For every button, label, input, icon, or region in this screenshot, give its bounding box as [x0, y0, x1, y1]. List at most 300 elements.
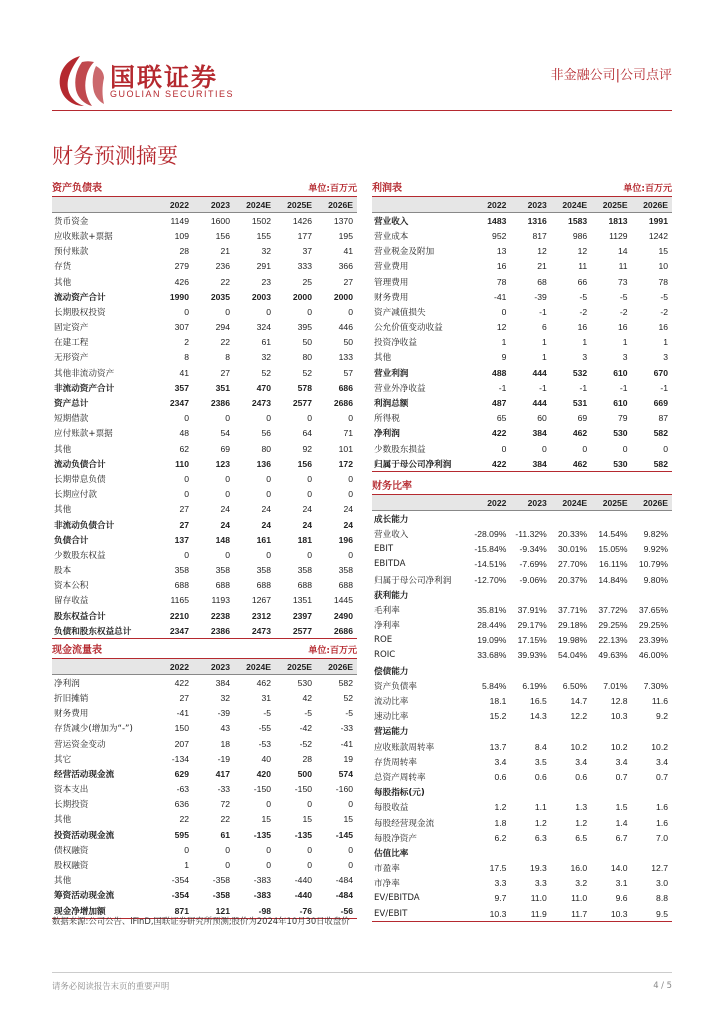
value-cell: 1426 [292, 215, 312, 226]
value-cell: 1991 [648, 215, 668, 226]
value-cell: -2 [660, 306, 668, 317]
table-row [372, 542, 672, 557]
year-header: 2026E [316, 659, 357, 675]
value-cell: 79 [618, 413, 628, 424]
header-blank-cell [372, 197, 470, 213]
value-cell: 66 [577, 276, 588, 287]
value-cell: 0.7 [615, 771, 628, 782]
row-label: 管理费用 [374, 277, 409, 288]
value-cell: -135 [294, 829, 312, 840]
table-row [372, 830, 672, 845]
table-row [372, 785, 672, 800]
table-row [52, 456, 357, 471]
row-label: 净利润 [374, 429, 400, 440]
value-cell: -440 [294, 875, 312, 886]
value-cell: 46.00% [638, 650, 668, 661]
value-cell: 16 [496, 261, 507, 272]
row-label: 经营活动现金流 [54, 769, 115, 780]
value-cell: 0.6 [534, 771, 547, 782]
value-cell: 37.65% [638, 604, 668, 615]
value-cell: 1.4 [615, 817, 628, 828]
value-cell: 50 [302, 337, 312, 348]
value-cell: 417 [215, 768, 230, 779]
year-header: 2023 [510, 495, 550, 511]
value-cell: 54 [220, 428, 230, 439]
value-cell: 9.92% [643, 544, 668, 555]
value-cell [591, 845, 631, 860]
value-cell: 24 [302, 504, 312, 515]
table-row [52, 532, 357, 547]
value-cell: 29.18% [558, 620, 588, 631]
value-cell: 11 [578, 261, 588, 272]
value-cell: 2577 [292, 398, 312, 409]
table-row [52, 857, 357, 872]
value-cell: 16 [618, 322, 628, 333]
value-cell: 14 [618, 246, 628, 257]
value-cell: 420 [256, 768, 271, 779]
table-row [372, 274, 672, 289]
logo-text-en: GUOLIAN SECURITIES [110, 89, 235, 99]
value-cell: 3.3 [534, 878, 547, 889]
row-label: 速动比率 [374, 712, 409, 723]
value-cell: 0 [501, 443, 507, 454]
value-cell: 31 [261, 692, 271, 703]
table-row [372, 663, 672, 678]
value-cell: 1.2 [494, 802, 507, 813]
row-label: 每股经营现金流 [374, 818, 435, 829]
table-row [372, 320, 672, 335]
row-label: 营业利润 [374, 368, 409, 379]
value-cell: 0 [307, 799, 312, 810]
value-cell: 688 [297, 580, 312, 591]
value-cell: 52 [343, 692, 353, 703]
cash-flow-table [52, 659, 357, 919]
value-cell: 32 [261, 246, 271, 257]
value-cell: 384 [532, 428, 547, 439]
table-row [52, 411, 357, 426]
value-cell: 12 [496, 322, 507, 333]
value-cell: 15 [658, 246, 668, 257]
value-cell: 6.2 [494, 832, 507, 843]
value-cell: 48 [179, 428, 189, 439]
row-label: 营运能力 [374, 727, 409, 738]
value-cell: 0 [307, 844, 312, 855]
ratios-table [372, 495, 672, 922]
value-cell: 531 [572, 398, 588, 409]
value-cell: 6.5 [575, 832, 588, 843]
value-cell: 9.7 [494, 893, 507, 904]
value-cell: 68 [537, 276, 547, 287]
table-row [372, 769, 672, 784]
row-label: 其他 [54, 505, 72, 516]
row-label: 归属于母公司净利润 [374, 459, 452, 470]
value-cell: 1 [542, 352, 547, 363]
table-row [52, 244, 357, 259]
value-cell [510, 511, 550, 527]
row-label: EBITDA [374, 559, 406, 570]
value-cell: -2 [579, 306, 588, 317]
row-label: 债权融资 [54, 845, 89, 856]
table-row [372, 350, 672, 365]
value-cell: 0.7 [656, 771, 668, 782]
value-cell: 1.2 [534, 817, 547, 828]
value-cell: 357 [174, 382, 189, 393]
value-cell: 2386 [210, 398, 230, 409]
value-cell: -39 [217, 708, 230, 719]
value-cell: 12.8 [610, 696, 628, 707]
footer-disclaimer: 请务必阅读报告末页的重要声明 [52, 981, 170, 991]
value-cell: 21 [537, 261, 547, 272]
value-cell [591, 511, 631, 527]
table-row [372, 335, 672, 350]
value-cell: 33.68% [477, 650, 507, 661]
table-row [372, 861, 672, 876]
value-cell: -56 [340, 905, 353, 916]
table-row [372, 259, 672, 274]
value-cell: 123 [215, 458, 230, 469]
value-cell: 196 [338, 534, 353, 545]
row-label: 无形资产 [54, 353, 89, 364]
value-cell: -135 [253, 829, 271, 840]
value-cell: 0 [348, 844, 353, 855]
value-cell: 2000 [292, 291, 312, 302]
value-cell: 27 [220, 367, 230, 378]
value-cell: 181 [297, 534, 312, 545]
value-cell: 148 [215, 534, 230, 545]
value-cell: 3 [622, 352, 628, 363]
cash-flow-header [52, 643, 357, 659]
year-header: 2022 [152, 197, 193, 213]
value-cell: 71 [343, 428, 353, 439]
value-cell [632, 663, 672, 678]
value-cell: 688 [338, 580, 353, 591]
row-label: 短期借款 [54, 414, 89, 425]
table-row [52, 547, 357, 562]
value-cell [632, 511, 672, 527]
row-label: 营业外净收益 [374, 383, 426, 394]
value-cell: 101 [338, 443, 353, 454]
value-cell: 686 [338, 382, 353, 393]
value-cell: 24 [220, 519, 230, 530]
table-row [52, 259, 357, 274]
ratios-title: 财务比率 [372, 481, 412, 492]
value-cell: 40 [261, 753, 271, 764]
value-cell: -354 [171, 875, 189, 886]
value-cell: 1600 [210, 215, 230, 226]
table-row [372, 906, 672, 922]
row-label: 资本支出 [54, 785, 89, 796]
value-cell: 688 [174, 580, 189, 591]
year-header: 2022 [470, 495, 510, 511]
value-cell: 0 [266, 549, 271, 560]
year-header: 2023 [510, 197, 550, 213]
value-cell: 22 [179, 814, 189, 825]
value-cell: 2238 [210, 610, 230, 621]
table-row [372, 213, 672, 229]
row-label: 营业费用 [374, 262, 409, 273]
value-cell: 57 [343, 367, 353, 378]
year-header: 2024E [551, 197, 591, 213]
value-cell: 69 [220, 443, 230, 454]
value-cell: 2210 [169, 610, 189, 621]
value-cell: 24 [220, 504, 230, 515]
value-cell: 8.4 [534, 741, 547, 752]
row-label: 非流动负债合计 [54, 520, 115, 531]
value-cell: 2003 [251, 291, 271, 302]
value-cell: 395 [297, 322, 312, 333]
value-cell: -63 [176, 784, 189, 795]
value-cell: 1 [663, 337, 668, 348]
table-row [52, 812, 357, 827]
row-label: 偿债能力 [374, 666, 409, 677]
value-cell: 1129 [609, 230, 628, 241]
table-row [52, 888, 357, 903]
value-cell: 358 [338, 565, 353, 576]
value-cell: 137 [174, 534, 189, 545]
table-row [372, 602, 672, 617]
value-cell: 688 [215, 580, 230, 591]
table-row [52, 608, 357, 623]
table-row [52, 578, 357, 593]
value-cell: -440 [294, 890, 312, 901]
value-cell: 10.3 [610, 711, 628, 722]
table-row [52, 487, 357, 502]
value-cell: 41 [343, 246, 353, 257]
row-label: 负债和股东权益总计 [54, 626, 132, 637]
value-cell: 487 [492, 398, 507, 409]
value-cell: 0 [348, 489, 353, 500]
value-cell: 0 [348, 413, 353, 424]
value-cell: 871 [174, 905, 189, 916]
value-cell: -5 [263, 708, 271, 719]
value-cell: 0 [225, 306, 230, 317]
value-cell: 69 [577, 413, 588, 424]
value-cell: 422 [492, 458, 507, 469]
value-cell: 11.9 [530, 908, 547, 919]
table-row [372, 876, 672, 891]
table-row [372, 411, 672, 426]
value-cell: -5 [345, 708, 353, 719]
value-cell: 3.3 [494, 878, 507, 889]
table-header-row [52, 197, 357, 213]
value-cell: 28.44% [477, 620, 507, 631]
value-cell [510, 785, 550, 800]
value-cell: 195 [338, 230, 353, 241]
value-cell: 87 [658, 413, 668, 424]
row-label: 净利润 [54, 678, 80, 689]
row-label: 市盈率 [374, 864, 400, 875]
table-row [372, 709, 672, 724]
table-row [372, 693, 672, 708]
value-cell: 65 [496, 413, 507, 424]
row-label: 其它 [54, 754, 72, 765]
value-cell: 15 [302, 814, 312, 825]
value-cell: 0 [622, 443, 628, 454]
value-cell: 333 [297, 261, 312, 272]
year-header: 2025E [275, 197, 316, 213]
value-cell: -5 [660, 291, 668, 302]
table-row [372, 557, 672, 572]
value-cell: 1445 [333, 595, 353, 606]
value-cell: 358 [297, 565, 312, 576]
value-cell: 2 [184, 337, 189, 348]
value-cell: 1 [184, 860, 189, 871]
value-cell: 207 [174, 738, 189, 749]
value-cell: 1193 [211, 595, 230, 606]
row-label: 在建工程 [54, 338, 89, 349]
value-cell: -5 [304, 708, 312, 719]
row-label: EBIT [374, 544, 394, 555]
table-row [52, 274, 357, 289]
value-cell: 2473 [251, 625, 271, 636]
value-cell: 5.84% [482, 680, 507, 691]
value-cell: 80 [302, 352, 312, 363]
row-label: ROE [374, 635, 393, 646]
value-cell: 6.19% [522, 680, 547, 691]
value-cell: 28 [302, 753, 312, 764]
value-cell [470, 587, 510, 602]
table-row [372, 800, 672, 815]
year-header: 2025E [591, 495, 631, 511]
income-statement-panel [372, 181, 672, 472]
row-label: 长期应付款 [54, 490, 97, 501]
year-header: 2024E [234, 197, 275, 213]
value-cell: 10.3 [610, 908, 628, 919]
value-cell: 8 [184, 352, 189, 363]
value-cell: 629 [174, 768, 189, 779]
value-cell: 12.7 [651, 863, 668, 874]
value-cell: 462 [256, 677, 271, 688]
value-cell: 236 [215, 261, 230, 272]
year-header: 2026E [316, 197, 357, 213]
value-cell: 52 [261, 367, 271, 378]
value-cell: -28.09% [474, 528, 507, 539]
value-cell: 610 [613, 398, 628, 409]
row-label: 负债合计 [54, 535, 89, 546]
value-cell: 27 [179, 519, 189, 530]
value-cell: 9.82% [643, 528, 668, 539]
value-cell: 10.2 [570, 741, 588, 752]
value-cell: 0 [501, 306, 507, 317]
value-cell: 0 [266, 413, 271, 424]
value-cell: -1 [579, 382, 588, 393]
value-cell: 688 [256, 580, 271, 591]
value-cell: 279 [174, 261, 189, 272]
table-row [52, 350, 357, 365]
table-row [372, 815, 672, 830]
value-cell: 19.98% [558, 635, 588, 646]
income-statement-title: 利润表 [372, 183, 402, 194]
value-cell: 669 [653, 398, 668, 409]
value-cell [591, 724, 631, 739]
value-cell: 52 [302, 367, 312, 378]
value-cell: 366 [338, 261, 353, 272]
value-cell: 41 [179, 367, 189, 378]
header-blank-cell [52, 197, 152, 213]
value-cell: 446 [338, 322, 353, 333]
value-cell [510, 587, 550, 602]
value-cell: 17.15% [517, 635, 547, 646]
row-label: 留存收益 [54, 596, 89, 607]
value-cell: 30.01% [558, 544, 588, 555]
value-cell: -33 [217, 784, 230, 795]
value-cell: 32 [261, 352, 271, 363]
value-cell: 574 [338, 768, 353, 779]
table-row [372, 395, 672, 410]
value-cell [551, 587, 591, 602]
value-cell: -12.70% [474, 574, 507, 585]
table-row [52, 751, 357, 766]
value-cell: 2686 [333, 625, 353, 636]
row-label: 营业收入 [374, 529, 409, 540]
balance-sheet-table [52, 197, 357, 639]
value-cell: 500 [297, 768, 312, 779]
value-cell: -39 [534, 291, 547, 302]
year-header: 2026E [632, 495, 672, 511]
value-cell: -2 [619, 306, 628, 317]
table-row [372, 526, 672, 541]
value-cell [551, 663, 591, 678]
table-row [52, 441, 357, 456]
row-label: 其他 [374, 353, 392, 364]
row-label: 少数股东权益 [54, 550, 106, 561]
table-row [372, 739, 672, 754]
value-cell [591, 785, 631, 800]
value-cell: -150 [294, 784, 312, 795]
table-row [372, 289, 672, 304]
table-header-row [372, 495, 672, 511]
value-cell: 14.3 [530, 711, 547, 722]
value-cell: 14.84% [598, 574, 628, 585]
value-cell: 0 [225, 549, 230, 560]
row-label: 股权融资 [54, 861, 89, 872]
row-label: 总资产周转率 [374, 772, 426, 783]
value-cell: 351 [215, 382, 230, 393]
value-cell: 2577 [292, 625, 312, 636]
row-label: 少数股东损益 [374, 444, 426, 455]
value-cell: 20.37% [558, 574, 588, 585]
row-label: 货币资金 [54, 216, 89, 227]
row-label: 资产负债率 [374, 681, 417, 692]
value-cell: 161 [256, 534, 271, 545]
row-label: 应付账款+票据 [54, 429, 113, 440]
value-cell: 0 [348, 799, 353, 810]
value-cell: 1.6 [656, 802, 668, 813]
value-cell [591, 587, 631, 602]
row-label: 其他 [54, 444, 72, 455]
value-cell: 136 [256, 458, 271, 469]
row-label: 应收账款+票据 [54, 231, 113, 242]
row-label: 股本 [54, 566, 72, 577]
value-cell: 1.6 [656, 817, 668, 828]
year-header: 2025E [591, 197, 631, 213]
balance-sheet-header [52, 181, 357, 197]
value-cell: 986 [572, 230, 588, 241]
value-cell: 8.8 [656, 893, 668, 904]
value-cell: 16.5 [530, 696, 547, 707]
value-cell: 636 [174, 799, 189, 810]
row-label: 资本公积 [54, 581, 89, 592]
table-row [372, 678, 672, 693]
value-cell: -9.34% [519, 544, 547, 555]
value-cell [510, 845, 550, 860]
value-cell: 1.2 [575, 817, 588, 828]
row-label: 存货周转率 [374, 757, 417, 768]
table-row [52, 706, 357, 721]
value-cell: 29.25% [598, 620, 628, 631]
value-cell: 6.50% [562, 680, 588, 691]
page-number: 4 / 5 [653, 980, 672, 990]
